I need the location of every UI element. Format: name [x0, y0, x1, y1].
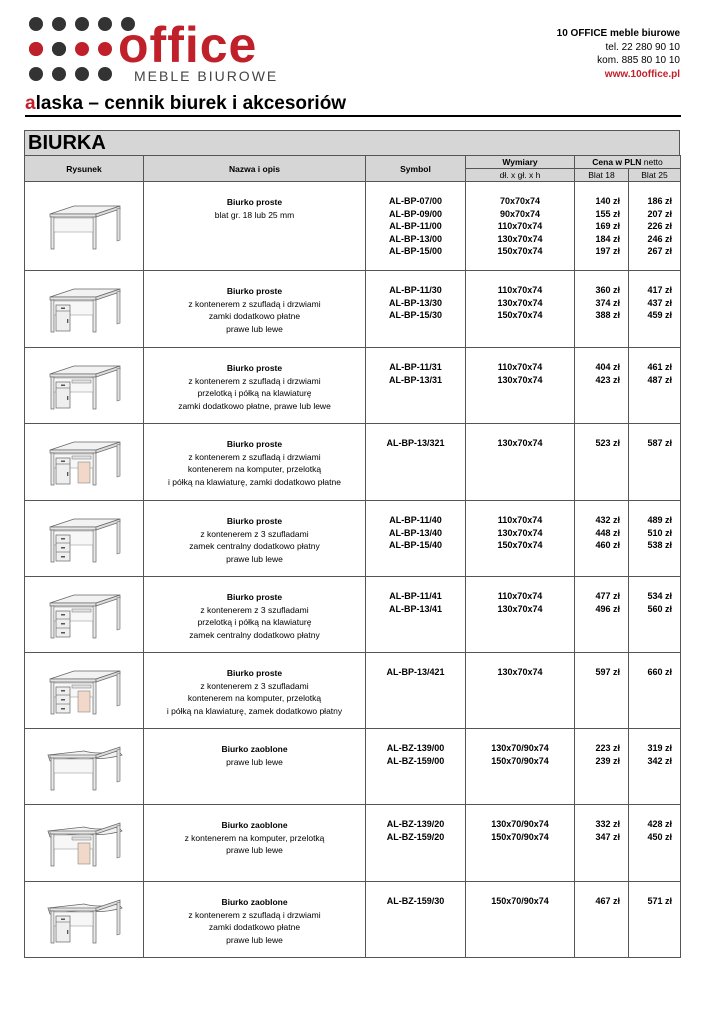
row-symbol: AL-BP-15/30 [388, 310, 442, 320]
desk-plain-icon [25, 200, 143, 252]
row-dimension: 110x70x74 [497, 591, 543, 601]
price-blat18-cell [575, 653, 629, 729]
symbol-cell [366, 424, 466, 501]
row-description-line: prawe lub lewe [226, 934, 283, 945]
row-price-blat25: 428 zł [647, 819, 672, 829]
row-symbol: AL-BZ-159/30 [386, 896, 445, 906]
price-blat18-cell [575, 729, 629, 805]
row-title: Biurko zaoblone [221, 744, 288, 754]
row-price-blat18: 460 zł [595, 540, 620, 550]
table-row [25, 882, 681, 958]
row-title: Biurko proste [226, 439, 283, 449]
header-wymiary: Wymiary [466, 156, 575, 169]
row-price-blat25: 226 zł [647, 221, 672, 231]
desk-curved-computer-icon [25, 817, 143, 869]
row-description-line: z kontenerem z 3 szufladami [200, 680, 309, 691]
row-description-line: zamki dodatkowo płatne [208, 922, 301, 932]
row-price-blat25: 450 zł [647, 831, 672, 842]
row-description-line: z kontenerem z 3 szufladami [200, 604, 309, 615]
desk-three-drawers-computer-icon [25, 665, 143, 717]
price-blat18-cell [575, 271, 629, 348]
row-price-blat18: 360 zł [595, 285, 620, 295]
row-title: Biurko proste [226, 668, 283, 678]
dimension-cell [466, 577, 575, 653]
dimension-cell [466, 348, 575, 424]
table-row [25, 501, 681, 577]
dimension-cell [466, 653, 575, 729]
dimension-cell [466, 271, 575, 348]
row-title: Biurko proste [226, 363, 283, 373]
row-price-blat25: 459 zł [647, 310, 672, 320]
row-price-blat25: 489 zł [647, 515, 672, 525]
row-price-blat18: 239 zł [595, 755, 620, 766]
row-price-blat18: 347 zł [595, 831, 620, 842]
row-description-line: z kontenerem z szufladą i drzwiami [188, 375, 321, 386]
header-nazwa: Nazwa i opis [144, 156, 366, 182]
row-description-line: blat gr. 18 lub 25 mm [214, 209, 295, 220]
row-dimension: 130x70x74 [497, 603, 543, 614]
row-description-line: prawe lub lewe [226, 323, 283, 334]
row-price-blat18: 448 zł [595, 527, 620, 538]
price-blat18-cell [575, 501, 629, 577]
row-dimension: 130x70x74 [497, 297, 543, 308]
row-dimension: 150x70x74 [497, 310, 543, 320]
row-drawing [25, 271, 144, 348]
symbol-cell [366, 348, 466, 424]
row-description-line: z kontenerem z szufladą i drzwiami [188, 298, 321, 309]
price-blat25-cell [629, 577, 681, 653]
row-price-blat18: 477 zł [595, 591, 620, 601]
header-blat18: Blat 18 [575, 169, 629, 182]
row-dimension: 130x70x74 [497, 438, 543, 448]
row-description-line: zamki dodatkowo płatne, prawe lub lewe [178, 400, 331, 411]
company-name: 10 OFFICE meble biurowe [556, 28, 680, 39]
dimension-cell [466, 182, 575, 271]
row-price-blat18: 597 zł [595, 667, 620, 677]
row-symbol: AL-BP-13/41 [388, 603, 442, 614]
row-dimension: 130x70x74 [497, 667, 543, 677]
row-price-blat25: 571 zł [647, 896, 672, 906]
row-drawing [25, 424, 144, 501]
row-price-blat18: 432 zł [595, 515, 620, 525]
row-price-blat18: 155 zł [595, 208, 620, 219]
company-info [557, 27, 680, 81]
row-description-line: kontenerem na komputer, przelotką [187, 464, 322, 474]
row-description-line: zamek centralny dodatkowo płatny [189, 541, 320, 551]
price-blat18-cell [575, 424, 629, 501]
dimension-cell [466, 501, 575, 577]
price-blat18-cell [575, 577, 629, 653]
row-price-blat25: 510 zł [647, 527, 672, 538]
row-drawing [25, 805, 144, 882]
row-price-blat18: 140 zł [595, 196, 620, 206]
row-title: Biurko zaoblone [221, 820, 288, 830]
row-price-blat25: 267 zł [647, 246, 672, 256]
row-dimension: 150x70x74 [497, 540, 543, 550]
row-price-blat25: 534 zł [647, 591, 672, 601]
row-symbol: AL-BP-15/00 [388, 246, 442, 256]
row-dimension: 130x70x74 [497, 527, 543, 538]
row-price-blat25: 207 zł [647, 208, 672, 219]
dimension-cell [466, 729, 575, 805]
row-symbol: AL-BZ-159/00 [386, 755, 445, 766]
row-dimension: 110x70x74 [497, 362, 543, 372]
row-description [144, 882, 366, 958]
row-dimension: 70x70x74 [499, 196, 541, 206]
symbol-cell [366, 182, 466, 271]
row-description [144, 577, 366, 653]
logo-tagline: MEBLE BIUROWE [134, 68, 279, 84]
row-description-line: prawe lub lewe [226, 845, 283, 855]
desk-drawer-door-icon [25, 283, 143, 335]
row-price-blat25: 186 zł [647, 196, 672, 206]
row-symbol: AL-BP-11/00 [389, 221, 442, 231]
table-row [25, 729, 681, 805]
page-title-rest: laska – cennik biurek i akcesoriów [35, 93, 347, 114]
row-price-blat25: 437 zł [647, 297, 672, 308]
row-dimension: 130x70x74 [497, 233, 543, 244]
row-symbol: AL-BP-13/40 [388, 527, 442, 538]
symbol-cell [366, 729, 466, 805]
row-description-line: zamki dodatkowo płatne [208, 311, 301, 321]
row-symbol: AL-BZ-139/20 [386, 819, 445, 829]
row-description [144, 501, 366, 577]
row-description-line: zamek centralny dodatkowo płatny [189, 629, 320, 640]
price-table [24, 155, 681, 958]
row-dimension: 110x70x74 [497, 515, 543, 525]
header-cena-label: Cena w PLN [592, 157, 642, 167]
row-symbol: AL-BP-11/40 [389, 515, 442, 525]
row-dimension: 150x70/90x74 [491, 831, 549, 842]
row-drawing [25, 501, 144, 577]
header-symbol: Symbol [366, 156, 466, 182]
company-mobile: kom. 885 80 10 10 [597, 55, 680, 66]
row-drawing [25, 729, 144, 805]
row-symbol: AL-BP-15/40 [388, 540, 442, 550]
price-blat25-cell [629, 424, 681, 501]
row-price-blat18: 404 zł [595, 362, 620, 372]
row-description-line: z kontenerem z szufladą i drzwiami [188, 909, 321, 920]
row-price-blat18: 184 zł [595, 233, 620, 244]
row-title: Biurko proste [226, 592, 283, 602]
row-symbol: AL-BP-11/31 [389, 362, 442, 372]
row-description [144, 653, 366, 729]
row-drawing [25, 882, 144, 958]
desk-curved-drawer-door-icon [25, 894, 143, 946]
row-price-blat18: 332 zł [595, 819, 620, 829]
row-symbol: AL-BP-13/421 [386, 667, 445, 677]
row-dimension: 150x70/90x74 [491, 755, 549, 766]
row-description-line: z kontenerem na komputer, przelotką [184, 832, 325, 843]
dimension-cell [466, 882, 575, 958]
row-drawing [25, 182, 144, 271]
row-title: Biurko zaoblone [221, 897, 288, 907]
row-dimension: 130x70/90x74 [491, 819, 549, 829]
row-dimension: 130x70/90x74 [491, 743, 549, 753]
row-symbol: AL-BP-13/321 [386, 438, 445, 448]
row-dimension: 90x70x74 [499, 208, 541, 219]
table-row [25, 653, 681, 729]
price-blat25-cell [629, 729, 681, 805]
company-website-link[interactable]: www.10office.pl [604, 68, 680, 80]
price-blat25-cell [629, 501, 681, 577]
header-rysunek: Rysunek [25, 156, 144, 182]
row-symbol: AL-BP-09/00 [388, 208, 442, 219]
price-blat18-cell [575, 182, 629, 271]
row-dimension: 130x70x74 [497, 374, 543, 385]
page-title [25, 93, 346, 115]
desk-drawer-door-computer-icon [25, 436, 143, 488]
row-price-blat18: 388 zł [595, 310, 620, 320]
table-row [25, 348, 681, 424]
dimension-cell [466, 805, 575, 882]
logo-word: office [118, 17, 258, 73]
row-price-blat25: 587 zł [647, 438, 672, 448]
row-description-line: i półką na klawiaturę, zamki dodatkowo płatne [168, 476, 341, 487]
row-price-blat25: 417 zł [647, 285, 672, 295]
row-price-blat25: 487 zł [647, 374, 672, 385]
table-row [25, 424, 681, 501]
row-price-blat25: 660 zł [647, 667, 672, 677]
table-row [25, 805, 681, 882]
row-title: Biurko proste [226, 286, 283, 296]
row-symbol: AL-BP-11/41 [389, 591, 442, 601]
row-symbol: AL-BP-13/00 [388, 233, 442, 244]
row-description [144, 805, 366, 882]
symbol-cell [366, 501, 466, 577]
price-blat25-cell [629, 653, 681, 729]
price-blat18-cell [575, 348, 629, 424]
row-price-blat18: 169 zł [595, 221, 620, 231]
row-description-line: prawe lub lewe [226, 553, 283, 564]
desk-three-drawers-icon [25, 513, 143, 565]
symbol-cell [366, 577, 466, 653]
dimension-cell [466, 424, 575, 501]
page-title-first-letter: a [25, 93, 36, 114]
row-dimension: 150x70x74 [497, 246, 543, 256]
header-cena [575, 156, 681, 169]
row-description [144, 182, 366, 271]
row-drawing [25, 348, 144, 424]
header-blat25: Blat 25 [629, 169, 681, 182]
row-description [144, 348, 366, 424]
section-header: BIURKA [24, 130, 680, 156]
price-blat18-cell [575, 882, 629, 958]
symbol-cell [366, 653, 466, 729]
row-description-line: przelotką i półką na klawiaturę [197, 388, 312, 398]
row-title: Biurko proste [226, 197, 283, 207]
row-description [144, 729, 366, 805]
row-price-blat18: 496 zł [595, 603, 620, 614]
row-price-blat18: 523 zł [595, 438, 620, 448]
price-blat25-cell [629, 271, 681, 348]
row-dimension: 150x70/90x74 [491, 896, 549, 906]
row-price-blat18: 423 zł [595, 374, 620, 385]
row-description-line: z kontenerem z szufladą i drzwiami [188, 451, 321, 462]
desk-drawer-door-keyboard-icon [25, 360, 143, 412]
symbol-cell [366, 882, 466, 958]
row-symbol: AL-BP-11/30 [389, 285, 442, 295]
row-price-blat25: 246 zł [647, 233, 672, 244]
row-price-blat25: 538 zł [647, 540, 672, 550]
row-price-blat25: 319 zł [647, 743, 672, 753]
row-description-line: z kontenerem z 3 szufladami [200, 528, 309, 539]
row-price-blat25: 461 zł [647, 362, 672, 372]
row-description [144, 424, 366, 501]
symbol-cell [366, 805, 466, 882]
row-price-blat18: 467 zł [595, 896, 620, 906]
price-blat25-cell [629, 348, 681, 424]
header-cena-suffix: netto [643, 157, 663, 167]
row-dimension: 110x70x74 [497, 285, 543, 295]
row-symbol: AL-BP-13/30 [388, 297, 442, 308]
row-price-blat25: 342 zł [647, 755, 672, 766]
header-wymiary-sub: dł. x gł. x h [466, 169, 575, 182]
row-symbol: AL-BP-07/00 [388, 196, 442, 206]
row-price-blat18: 374 zł [595, 297, 620, 308]
row-symbol: AL-BZ-139/00 [386, 743, 445, 753]
row-price-blat25: 560 zł [647, 603, 672, 614]
desk-curved-icon [25, 741, 143, 793]
row-description-line: kontenerem na komputer, przelotką [187, 693, 322, 703]
price-blat25-cell [629, 882, 681, 958]
row-symbol: AL-BZ-159/20 [386, 831, 445, 842]
price-blat25-cell [629, 182, 681, 271]
desk-three-drawers-keyboard-icon [25, 589, 143, 641]
row-description-line: prawe lub lewe [226, 756, 283, 767]
title-underline [25, 115, 681, 117]
table-row [25, 271, 681, 348]
price-blat25-cell [629, 805, 681, 882]
row-drawing [25, 577, 144, 653]
symbol-cell [366, 271, 466, 348]
table-row [25, 577, 681, 653]
row-description-line: przelotką i półką na klawiaturę [197, 617, 312, 627]
company-logo [26, 14, 316, 86]
row-price-blat18: 197 zł [595, 246, 620, 256]
table-row [25, 182, 681, 271]
company-tel: tel. 22 280 90 10 [605, 41, 680, 53]
row-description-line: i półką na klawiaturę, zamek dodatkowo płatny [166, 705, 343, 716]
row-symbol: AL-BP-13/31 [388, 374, 442, 385]
row-price-blat18: 223 zł [595, 743, 620, 753]
row-description [144, 271, 366, 348]
price-blat18-cell [575, 805, 629, 882]
row-title: Biurko proste [226, 516, 283, 526]
row-dimension: 110x70x74 [497, 221, 543, 231]
row-drawing [25, 653, 144, 729]
